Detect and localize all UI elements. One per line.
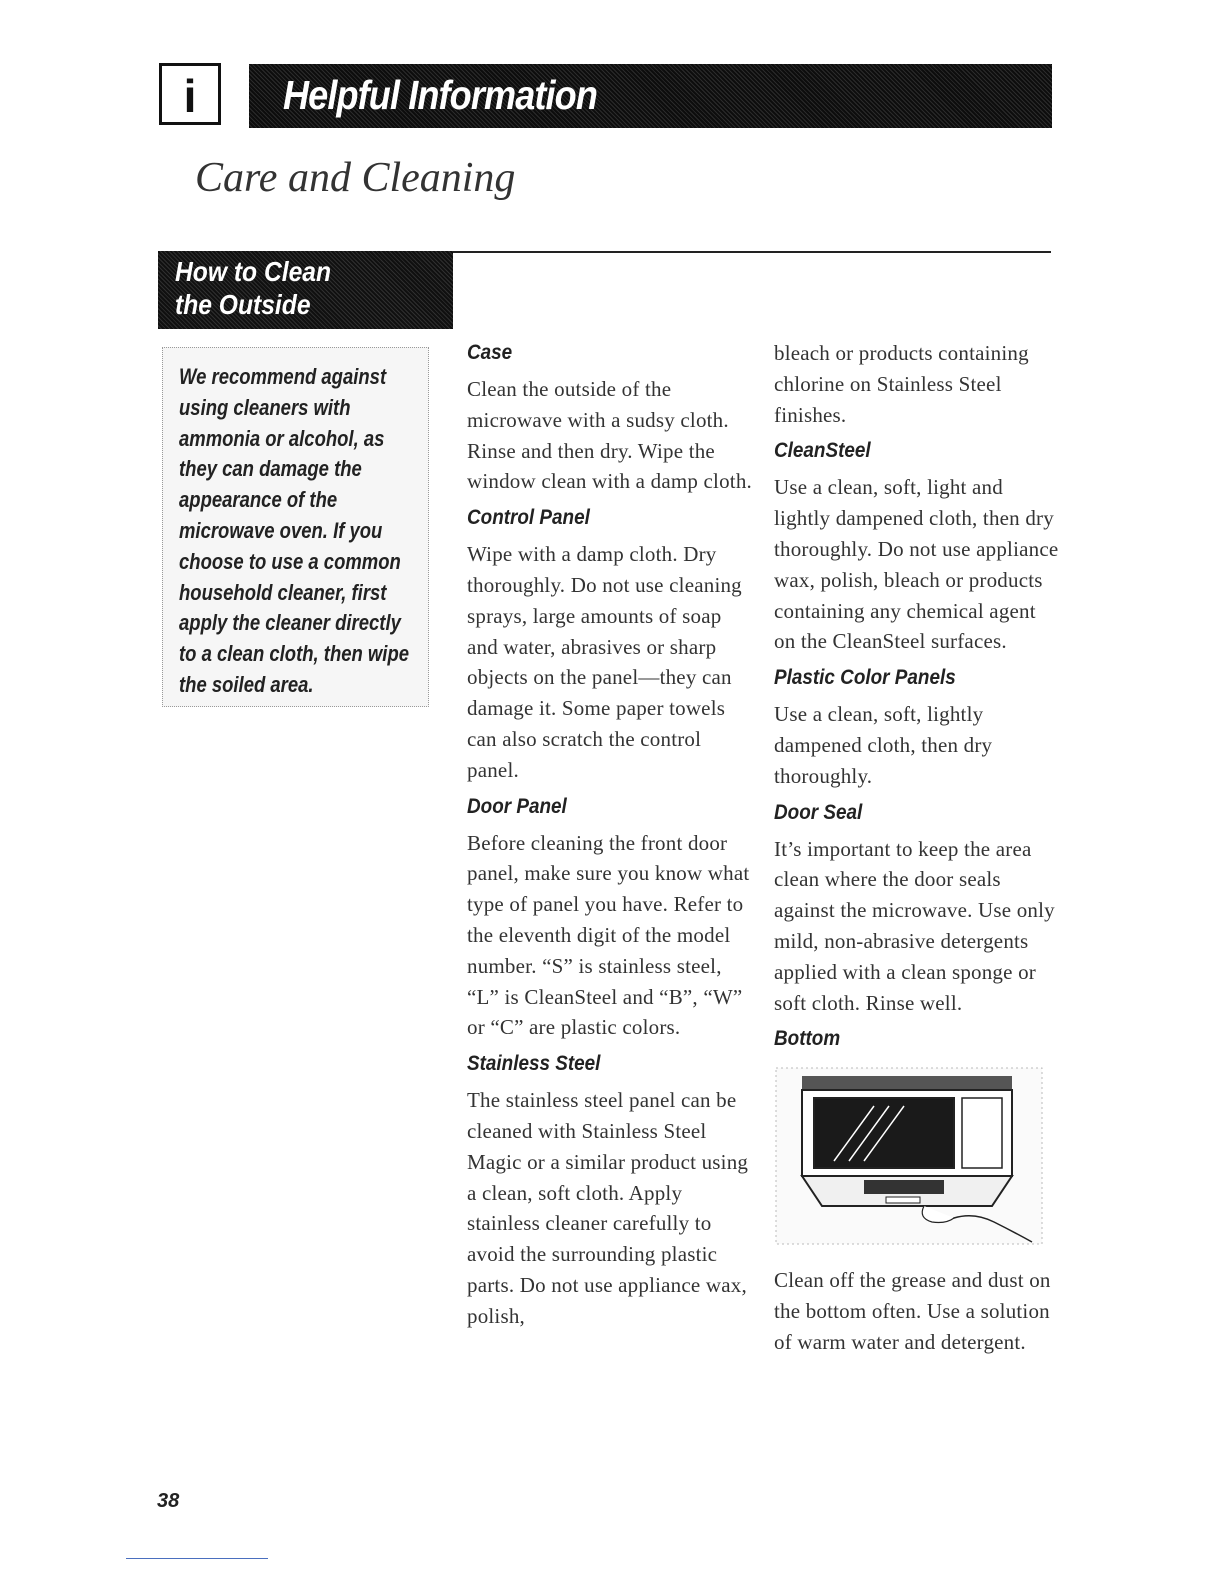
stainless-steel-heading: Stainless Steel	[467, 1052, 601, 1076]
stainless-steel-body-continued: bleach or products containing chlorine on Stainless Steel finishes.	[774, 341, 1029, 427]
page-number: 38	[157, 1490, 180, 1512]
section-divider	[453, 251, 1051, 253]
door-panel-heading: Door Panel	[467, 794, 567, 818]
section-header-line2: the Outside	[175, 289, 311, 320]
bottom-heading: Bottom	[774, 1027, 841, 1051]
warning-note-text: We recommend against using cleaners with ammonia or alcohol, as they can damage the appearance of the microwave oven. If you choose to use a common household cleaner, first apply the cleaner directly to a clean cloth, then wipe the soiled area.	[179, 364, 410, 697]
microwave-bottom-cleaning-illustration	[774, 1066, 1044, 1246]
footer-rule	[126, 1558, 268, 1559]
banner-title: Helpful Information	[283, 72, 597, 118]
plastic-color-panels-body: Use a clean, soft, lightly dampened cloth, then dry thoroughly.	[774, 702, 993, 788]
warning-note-box	[162, 347, 429, 707]
section-banner	[249, 64, 1052, 128]
case-heading: Case	[467, 341, 513, 364]
stainless-steel-body: The stainless steel panel can be cleaned with Stainless Steel Magic or a similar product using a clean, soft cloth. Apply stainless cleaner carefully to avoid the surrounding plastic parts. Do not use appliance wax, polish,	[467, 1088, 749, 1328]
door-panel-body: Before cleaning the front door panel, make sure you know what type of panel you have. Refer to the eleventh digit of the model number. “S” is stainless steel, “L” is CleanSteel and “B”, “W” or “C” are plastic colors.	[467, 830, 750, 1040]
cleansteel-body: Use a clean, soft, light and lightly dampened cloth, then dry thoroughly. Do not use appliance wax, polish, bleach or products containing any chemical agent on the CleanSteel surfaces.	[774, 475, 1059, 654]
bottom-body: Clean off the grease and dust on the bottom often. Use a solution of warm water and detergent.	[774, 1268, 1051, 1354]
page-title: Care and Cleaning	[195, 155, 516, 201]
info-icon	[159, 63, 221, 125]
section-header	[158, 251, 453, 329]
case-body: Clean the outside of the microwave with a sudsy cloth. Rinse and then dry. Wipe the window clean with a damp cloth.	[467, 377, 752, 494]
door-seal-heading: Door Seal	[774, 800, 863, 824]
content-column-right	[774, 338, 1059, 1364]
door-seal-body: It’s important to keep the area clean where the door seals against the microwave. Use only mild, non-abrasive detergents applied with a clean sponge or soft cloth. Rinse well.	[774, 836, 1055, 1015]
cleansteel-heading: CleanSteel	[774, 439, 871, 463]
info-icon-glyph: i	[183, 70, 197, 122]
control-panel-heading: Control Panel	[467, 506, 590, 530]
control-panel-body: Wipe with a damp cloth. Dry thoroughly. Do not use cleaning sprays, large amounts of soap and water, abrasives or sharp objects on the panel—they can damage it. Some paper towels can also scratch the control panel.	[467, 542, 742, 782]
content-column-left	[467, 338, 752, 1338]
plastic-color-panels-heading: Plastic Color Panels	[774, 666, 956, 690]
section-header-line1: How to Clean	[175, 256, 332, 287]
